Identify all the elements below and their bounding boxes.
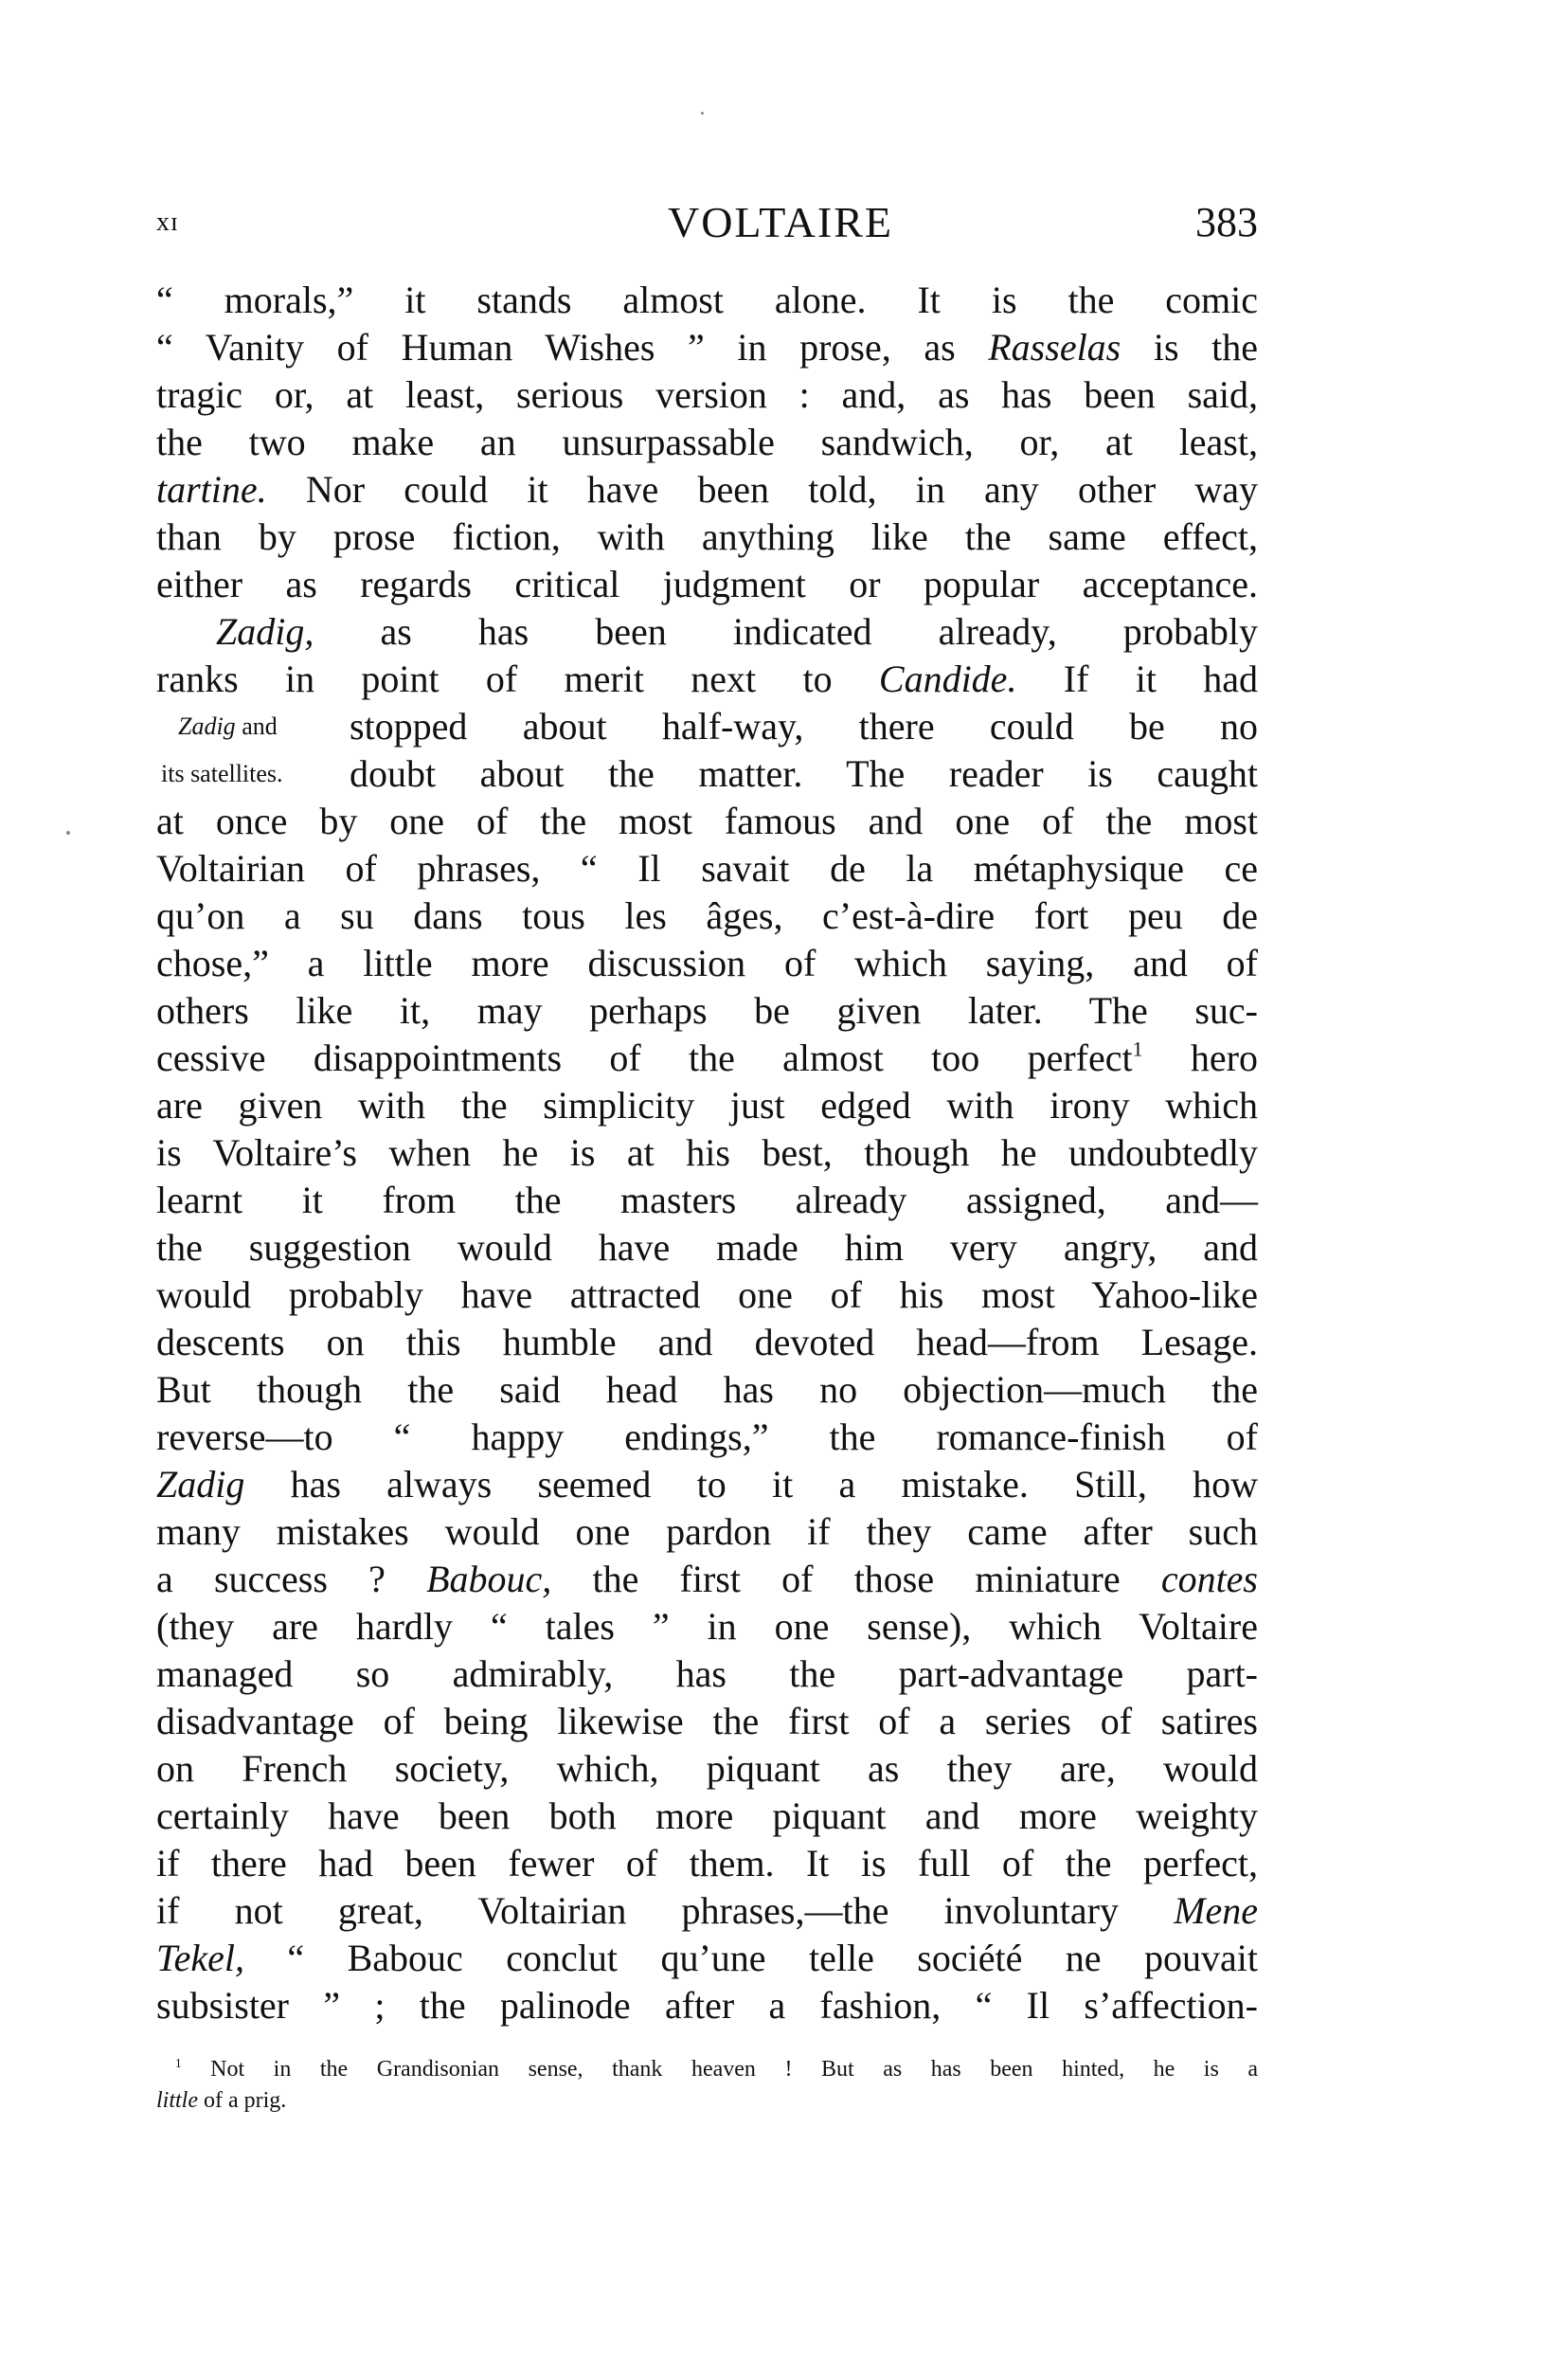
- text-line: [156, 1271, 1258, 1319]
- text-run: descents on this humble and devoted head—from Lesage.: [156, 1321, 1258, 1363]
- running-title: VOLTAIRE: [667, 198, 894, 246]
- italic-text: Zadig,: [216, 610, 314, 653]
- italic-text: Rasselas: [988, 326, 1121, 369]
- text-line: [156, 845, 1258, 892]
- text-line: [350, 703, 1258, 750]
- text-run: has always seemed to it a mistake. Still, how: [244, 1463, 1258, 1506]
- text-run: chose,” a little more discussion of which saying, and of: [156, 942, 1258, 984]
- text-line: [156, 1035, 1258, 1082]
- text-line: [156, 1650, 1258, 1698]
- text-line: [156, 1556, 1258, 1603]
- text-run: ranks in point of merit next to: [156, 658, 879, 700]
- text-line: [156, 561, 1258, 608]
- text-run: on French society, which, piquant as they are, would: [156, 1747, 1258, 1790]
- text-line: [156, 1319, 1258, 1366]
- text-run: if there had been fewer of them. It is full of the perfect,: [156, 1842, 1258, 1884]
- italic-text: Tekel,: [156, 1937, 244, 1979]
- text-run: tragic or, at least, serious version : and, as has been said,: [156, 373, 1258, 416]
- page-number: 383: [1195, 199, 1258, 245]
- text-run: cessive disappointments of the almost too perfect: [156, 1037, 1133, 1079]
- text-run: others like it, may perhaps be given later. The suc-: [156, 989, 1258, 1032]
- text-line: [156, 1745, 1258, 1793]
- text-run: (they are hardly “ tales ” in one sense), which Voltaire: [156, 1605, 1258, 1648]
- margin-note-line: [161, 750, 283, 798]
- text-run: than by prose fiction, with anything like the same effect,: [156, 515, 1258, 558]
- text-run: is Voltaire’s when he is at his best, though he undoubtedly: [156, 1131, 1258, 1174]
- text-run: and: [235, 712, 278, 740]
- text-run: disadvantage of being likewise the first of a series of satires: [156, 1700, 1258, 1742]
- text-line: [156, 1177, 1258, 1224]
- footnote-marker: 1: [175, 2055, 182, 2070]
- text-line: [156, 1461, 1258, 1508]
- text-run: But though the said head has no objection—much the: [156, 1368, 1258, 1411]
- italic-text: little: [156, 2088, 198, 2113]
- text-run: “ Babouc conclut qu’une telle société ne pouvait: [243, 1937, 1258, 1979]
- text-run: “ morals,” it stands almost alone. It is the comic: [156, 279, 1258, 321]
- text-line: [156, 940, 1258, 987]
- text-run: subsister ” ; the palinode after a fashion, “ Il s’affection-: [156, 1984, 1258, 2027]
- text-run: Not in the Grandisonian sense, thank heaven ! But as has been hinted, he is a: [181, 2057, 1258, 2082]
- text-line: [156, 1508, 1258, 1556]
- text-line: [156, 1603, 1258, 1650]
- text-line: [156, 1224, 1258, 1271]
- text-line: [156, 892, 1258, 940]
- text-run: the first of those miniature: [551, 1558, 1161, 1600]
- text-run: a success ?: [156, 1558, 427, 1600]
- text-line: [156, 1082, 1258, 1129]
- text-run: at once by one of the most famous and one of the most: [156, 800, 1258, 842]
- text-run: reverse—to “ happy endings,” the romance-finish of: [156, 1415, 1258, 1458]
- text-line: [156, 1129, 1258, 1177]
- text-run: hero: [1142, 1037, 1258, 1079]
- text-run: Voltairian of phrases, “ Il savait de la métaphysique ce: [156, 847, 1258, 890]
- text-line: [156, 798, 1258, 845]
- text-run: if not great, Voltairian phrases,—the involuntary: [156, 1889, 1175, 1932]
- text-run: stopped about half-way, there could be no: [350, 705, 1258, 748]
- text-line: [156, 277, 1258, 324]
- italic-text: Babouc,: [426, 1558, 552, 1600]
- text-run: of a prig.: [198, 2088, 287, 2113]
- text-line: [156, 514, 1258, 561]
- text-line: [156, 1982, 1258, 2029]
- italic-text: Zadig: [156, 1463, 245, 1506]
- text-line: [156, 371, 1258, 419]
- text-run: certainly have been both more piquant and more weighty: [156, 1794, 1258, 1837]
- text-line: [156, 1366, 1258, 1414]
- text-line: [156, 419, 1258, 466]
- text-run: Nor could it have been told, in any other way: [266, 468, 1258, 511]
- text-run: its satellites.: [161, 760, 283, 787]
- footnote-marker: 1: [1132, 1037, 1143, 1061]
- text-line: [156, 324, 1258, 371]
- scan-speck: [701, 112, 704, 115]
- text-run: qu’on a su dans tous les âges, c’est-à-dire fort peu de: [156, 894, 1258, 937]
- text-line: [156, 1840, 1258, 1887]
- text-run: are given with the simplicity just edged with irony which: [156, 1084, 1258, 1127]
- text-run: would probably have attracted one of his most Yahoo-like: [156, 1273, 1258, 1316]
- text-line: [216, 608, 1258, 656]
- text-line: [156, 656, 1258, 703]
- text-run: learnt it from the masters already assigned, and—: [156, 1179, 1258, 1221]
- text-run: many mistakes would one pardon if they came after such: [156, 1510, 1258, 1553]
- italic-text: Mene: [1174, 1889, 1258, 1932]
- margin-note-line: [178, 703, 278, 750]
- text-run: doubt about the matter. The reader is caught: [350, 752, 1258, 795]
- text-line: [156, 1887, 1258, 1935]
- italic-text: Zadig: [178, 712, 236, 740]
- italic-text: contes: [1160, 1558, 1258, 1600]
- footnote-line: [156, 2085, 1258, 2116]
- italic-text: Candide.: [878, 658, 1017, 700]
- text-run: the two make an unsurpassable sandwich, or, at least,: [156, 421, 1258, 463]
- text-line: [156, 466, 1258, 514]
- text-run: either as regards critical judgment or popular acceptance.: [156, 563, 1258, 605]
- scan-speck: [66, 831, 70, 835]
- text-run: managed so admirably, has the part-advantage part-: [156, 1652, 1258, 1695]
- italic-text: tartine.: [156, 468, 267, 511]
- text-run: as has been indicated already, probably: [314, 610, 1258, 653]
- text-run: If it had: [1016, 658, 1258, 700]
- text-run: is the: [1121, 326, 1259, 369]
- footnote-line: [175, 2054, 1258, 2084]
- text-line: [156, 1698, 1258, 1745]
- text-run: “ Vanity of Human Wishes ” in prose, as: [156, 326, 989, 369]
- text-line: [350, 750, 1258, 798]
- chapter-number: xɪ: [156, 207, 179, 237]
- text-run: the suggestion would have made him very angry, and: [156, 1226, 1258, 1269]
- text-line: [156, 1935, 1258, 1982]
- text-line: [156, 1793, 1258, 1840]
- text-line: [156, 987, 1258, 1035]
- text-line: [156, 1414, 1258, 1461]
